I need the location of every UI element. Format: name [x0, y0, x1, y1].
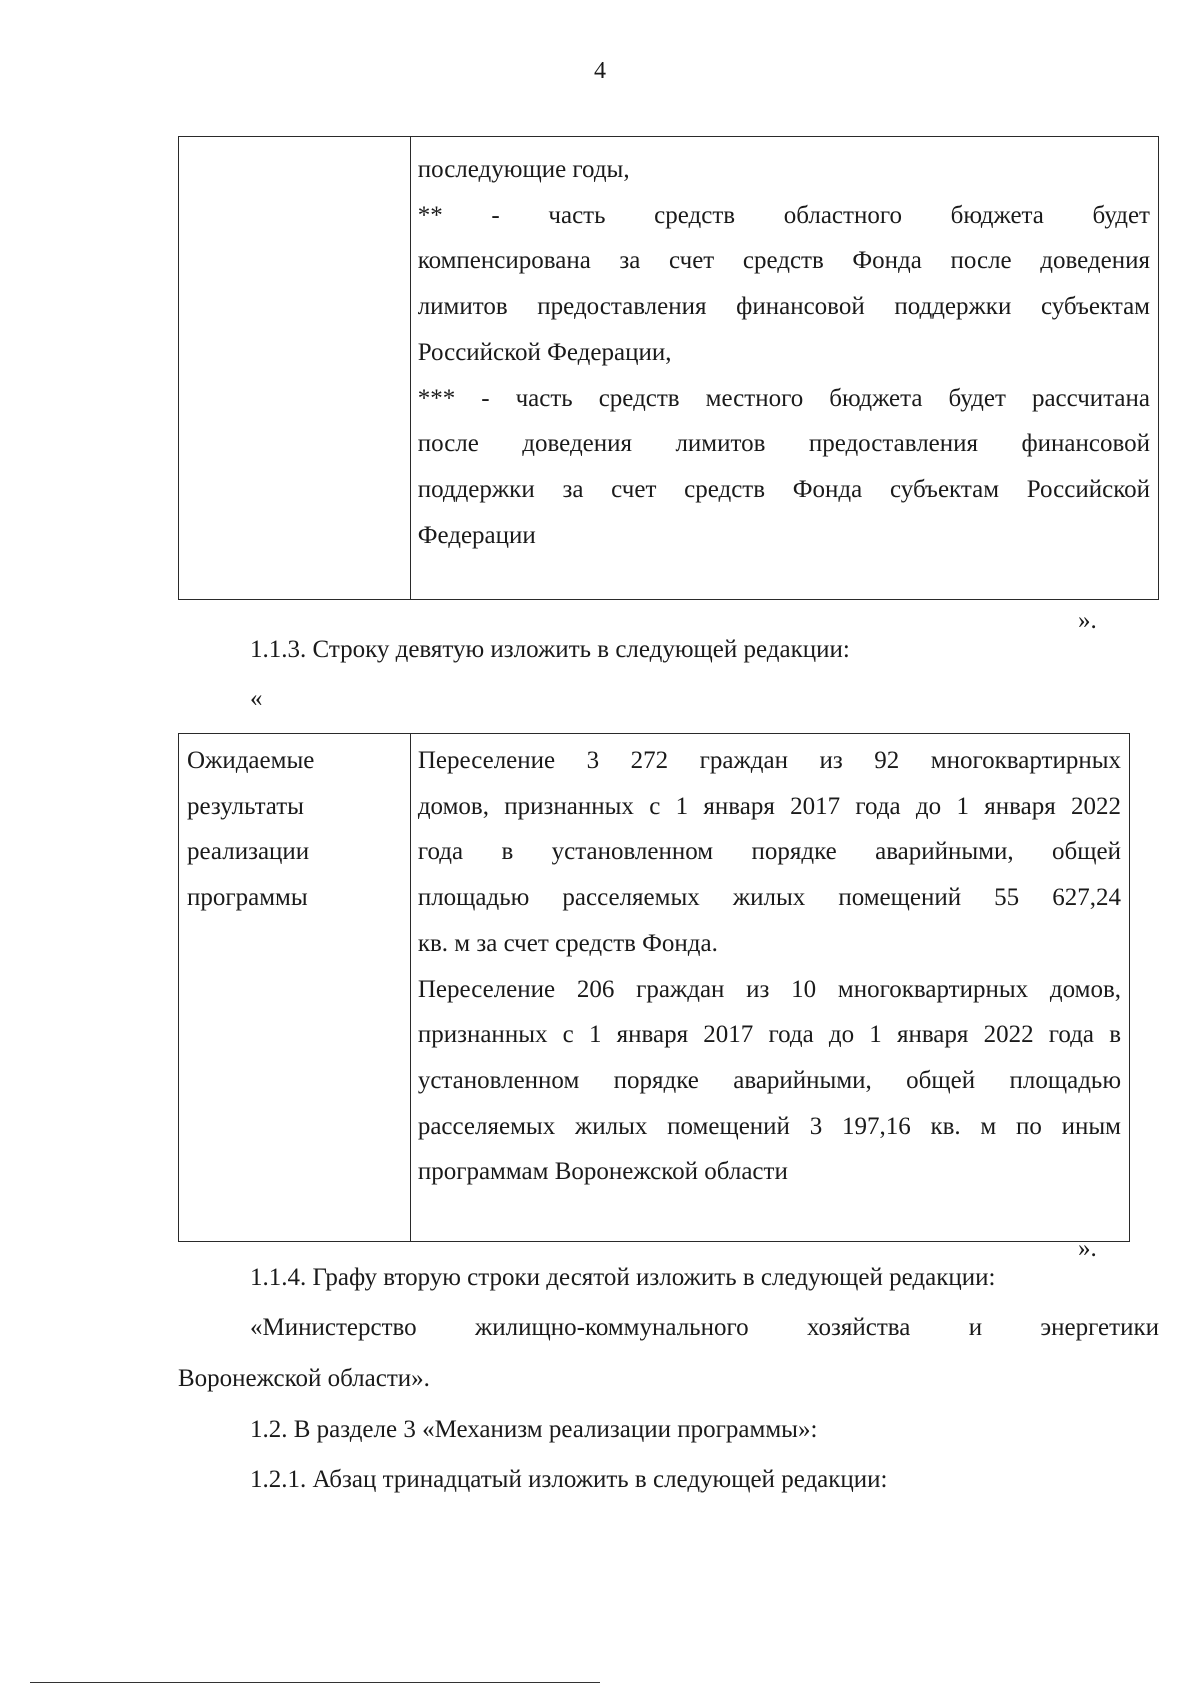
- table2-line: домов, признанных с 1 января 2017 года до 1 января 2022: [417, 792, 1121, 820]
- paragraph-1-2: 1.2. В разделе 3 «Механизм реализации программы»:: [250, 1416, 818, 1443]
- table1-line: *** - часть средств местного бюджета будет рассчитана: [417, 384, 1150, 412]
- table2-label-line: реализации: [187, 838, 310, 866]
- table-cell-label: [179, 734, 411, 1242]
- bottom-rule: [30, 1682, 600, 1683]
- table-expected-results: [178, 733, 1130, 1242]
- opening-quote: «: [250, 685, 263, 712]
- table1-line: последующие годы,: [417, 156, 630, 183]
- closing-quote: ».: [1078, 607, 1097, 634]
- table1-line: лимитов предоставления финансовой поддержки субъектам: [417, 293, 1150, 321]
- table-cell-value: [410, 734, 1129, 1242]
- paragraph-ministry-line2: Воронежской области».: [178, 1365, 430, 1392]
- table2-line: программам Воронежской области: [417, 1158, 788, 1186]
- table2-line: кв. м за счет средств Фонда.: [417, 929, 718, 957]
- table2-label-line: программы: [187, 884, 308, 912]
- table1-line: поддержки за счет средств Фонда субъектам Российской: [417, 475, 1150, 503]
- table2-line: признанных с 1 января 2017 года до 1 января 2022 года в: [417, 1021, 1121, 1049]
- table2-label-line: Ожидаемые: [187, 747, 315, 774]
- table2-line: площадью расселяемых жилых помещений 55 627,24: [417, 884, 1121, 912]
- paragraph-1-1-4: 1.1.4. Графу вторую строки десятой изложить в следующей редакции:: [250, 1264, 996, 1291]
- table2-label-line: результаты: [187, 792, 304, 820]
- table1-line: компенсирована за счет средств Фонда после доведения: [417, 247, 1150, 275]
- table1-line: Федерации: [417, 521, 536, 549]
- table1-line: Российской Федерации,: [417, 338, 672, 366]
- table-cell-right: [410, 137, 1158, 600]
- paragraph-1-2-1: 1.2.1. Абзац тринадцатый изложить в следующей редакции:: [250, 1466, 888, 1493]
- table-cell-left-empty: [179, 137, 411, 600]
- table1-line: ** - часть средств областного бюджета будет: [417, 201, 1150, 229]
- paragraph-ministry-line1: «Министерство жилищно-коммунального хозяйства и энергетики: [250, 1314, 1159, 1341]
- paragraph-1-1-3: 1.1.3. Строку девятую изложить в следующей редакции:: [250, 636, 850, 663]
- table2-line: расселяемых жилых помещений 3 197,16 кв. м по иным: [417, 1112, 1121, 1140]
- table2-line: установленном порядке аварийными, общей площадью: [417, 1066, 1121, 1094]
- table1-line: после доведения лимитов предоставления финансовой: [417, 430, 1150, 458]
- closing-quote: ».: [1078, 1235, 1097, 1262]
- table2-line: Переселение 3 272 граждан из 92 многоквартирных: [417, 747, 1121, 774]
- table2-line: Переселение 206 граждан из 10 многоквартирных домов,: [417, 975, 1121, 1003]
- table-row: [179, 734, 1130, 1242]
- table-continuation: [178, 136, 1159, 600]
- table2-line: года в установленном порядке аварийными, общей: [417, 838, 1121, 866]
- table-row: [179, 137, 1159, 600]
- page-number: 4: [594, 58, 606, 84]
